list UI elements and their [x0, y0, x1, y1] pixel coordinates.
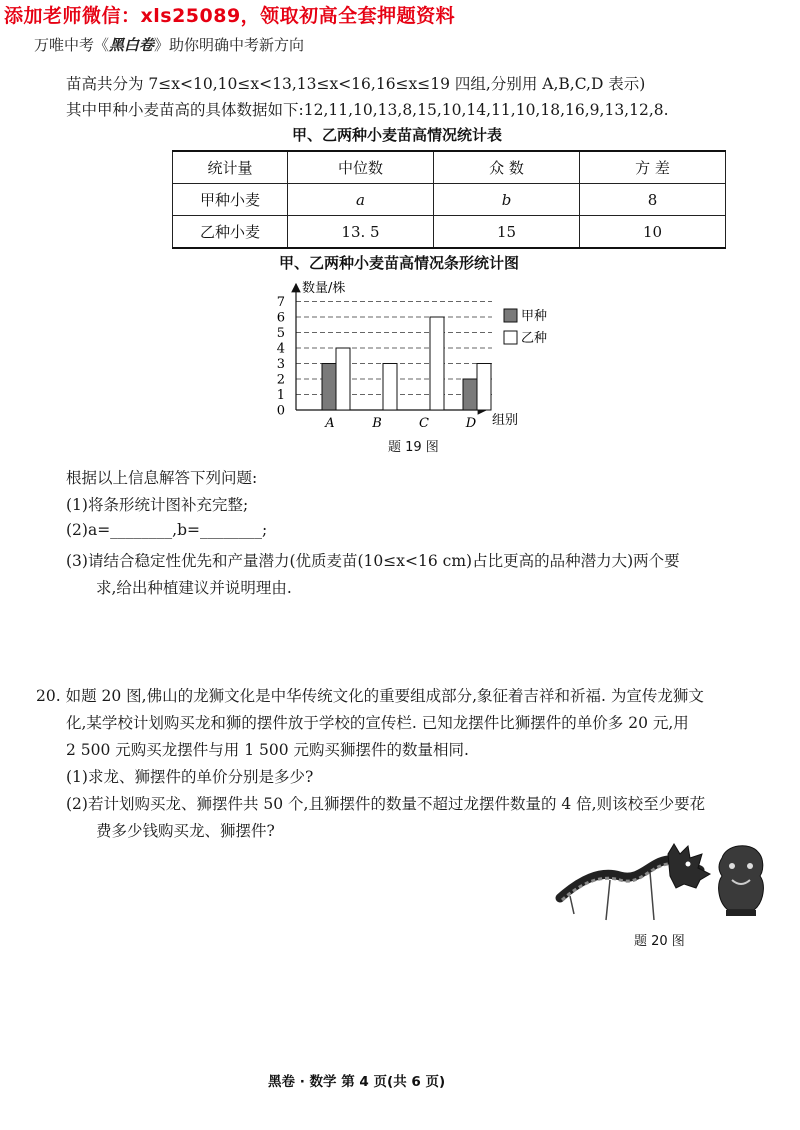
y-tick-label: 2	[276, 372, 285, 388]
table-row	[173, 216, 726, 249]
bar-jia-d	[463, 379, 477, 410]
bar-yi-b	[383, 364, 397, 411]
legend-swatch-jia	[504, 309, 517, 322]
table-cell: 15	[434, 216, 580, 249]
lion-ornament-image	[719, 846, 764, 916]
q19-part-1: (1)将条形统计图补充完整;	[66, 496, 249, 514]
table-header-cell: 众 数	[434, 151, 580, 184]
q20-part-2: (2)若计划购买龙、狮摆件共 50 个,且狮摆件的数量不超过龙摆件数量的 4 倍,则该校至少要花	[66, 795, 706, 813]
legend-label-yi: 乙种	[521, 331, 548, 346]
table-cell: 13. 5	[288, 216, 434, 249]
figure-20-caption: 题 20 图	[634, 934, 685, 949]
y-tick-labels	[277, 295, 285, 419]
y-axis-label: 数量/株	[302, 281, 346, 296]
x-tick-label: D	[465, 416, 477, 431]
header-prefix: 万唯中考《	[34, 36, 110, 54]
bar-yi-a	[336, 348, 350, 410]
legend-label-jia: 甲种	[521, 309, 548, 324]
q19-part-3-cont: 求,给出种植建议并说明理由.	[96, 579, 292, 597]
table-cell: 乙种小麦	[173, 216, 288, 249]
chart-title: 甲、乙两种小麦苗高情况条形统计图	[279, 254, 520, 272]
x-tick-label: A	[325, 416, 335, 431]
table-cell: 甲种小麦	[173, 184, 288, 216]
x-axis-label: 组别	[492, 413, 519, 428]
table-header-cell: 方 差	[580, 151, 726, 184]
legend-swatch-yi	[504, 331, 517, 344]
dragon-lion-illustration	[550, 840, 780, 925]
x-tick-labels	[324, 416, 476, 431]
q20-line-2: 化,某学校计划购买龙和狮的摆件放于学校的宣传栏. 已知龙摆件比狮摆件的单价多 20 元,用	[66, 714, 689, 732]
dragon-ornament-image	[560, 844, 710, 920]
stat-table-title: 甲、乙两种小麦苗高情况统计表	[292, 126, 503, 144]
table-row	[173, 184, 726, 216]
q19-part-3: (3)请结合稳定性优先和产量潜力(优质麦苗(10≤x<16 cm)占比更高的品种潜力大)两个要	[66, 552, 680, 570]
q20-line-3: 2 500 元购买龙摆件与用 1 500 元购买狮摆件的数量相同.	[66, 741, 469, 759]
table-header-cell: 统计量	[173, 151, 288, 184]
y-tick-label: 4	[276, 341, 285, 357]
bar-yi-c	[430, 317, 444, 410]
stat-table	[172, 150, 726, 249]
watermark-banner: 添加老师微信：xls25089，领取初高全套押题资料	[4, 5, 456, 27]
table-header-row	[173, 151, 726, 184]
q19-prompt: 根据以上信息解答下列问题:	[66, 469, 258, 487]
q19-intro-1: 苗高共分为 7≤x<10,10≤x<13,13≤x<16,16≤x≤19 四组,分别用 A,B,C,D 表示)	[66, 75, 646, 93]
q19-intro-2: 其中甲种小麦苗高的具体数据如下:12,11,10,13,8,15,10,14,11,10,18,16,9,13,12,8.	[66, 101, 669, 119]
bar-yi-d	[477, 364, 491, 411]
page-header	[34, 34, 304, 55]
y-tick-label: 7	[276, 295, 285, 310]
y-tick-label: 1	[276, 388, 285, 403]
q19-part-2: (2)a=________,b=________;	[66, 521, 268, 539]
x-tick-label: C	[419, 416, 429, 431]
bar-jia-a	[322, 364, 336, 411]
y-tick-label: 0	[276, 403, 285, 419]
table-header-cell: 中位数	[288, 151, 434, 184]
page-footer: 黑卷 · 数学 第 4 页(共 6 页)	[268, 1074, 446, 1090]
q20-part-1: (1)求龙、狮摆件的单价分别是多少?	[66, 768, 314, 786]
x-tick-label: B	[372, 416, 382, 431]
table-cell: 10	[580, 216, 726, 249]
y-tick-label: 6	[276, 310, 285, 326]
q20-part-2-cont: 费多少钱购买龙、狮摆件?	[96, 822, 275, 840]
y-tick-label: 5	[276, 326, 285, 341]
bar-chart	[270, 272, 570, 432]
figure-19-caption: 题 19 图	[388, 440, 439, 455]
table-cell: 8	[580, 184, 726, 216]
header-suffix: 》助你明确中考新方向	[154, 36, 305, 54]
y-tick-label: 3	[276, 357, 285, 372]
q20-line-1: 20. 如题 20 图,佛山的龙狮文化是中华传统文化的重要组成部分,象征着吉祥和祈福. 为宣传龙狮文	[36, 687, 704, 705]
header-book: 黑白卷	[109, 36, 155, 54]
table-cell: a	[288, 184, 434, 216]
table-cell: b	[434, 184, 580, 216]
